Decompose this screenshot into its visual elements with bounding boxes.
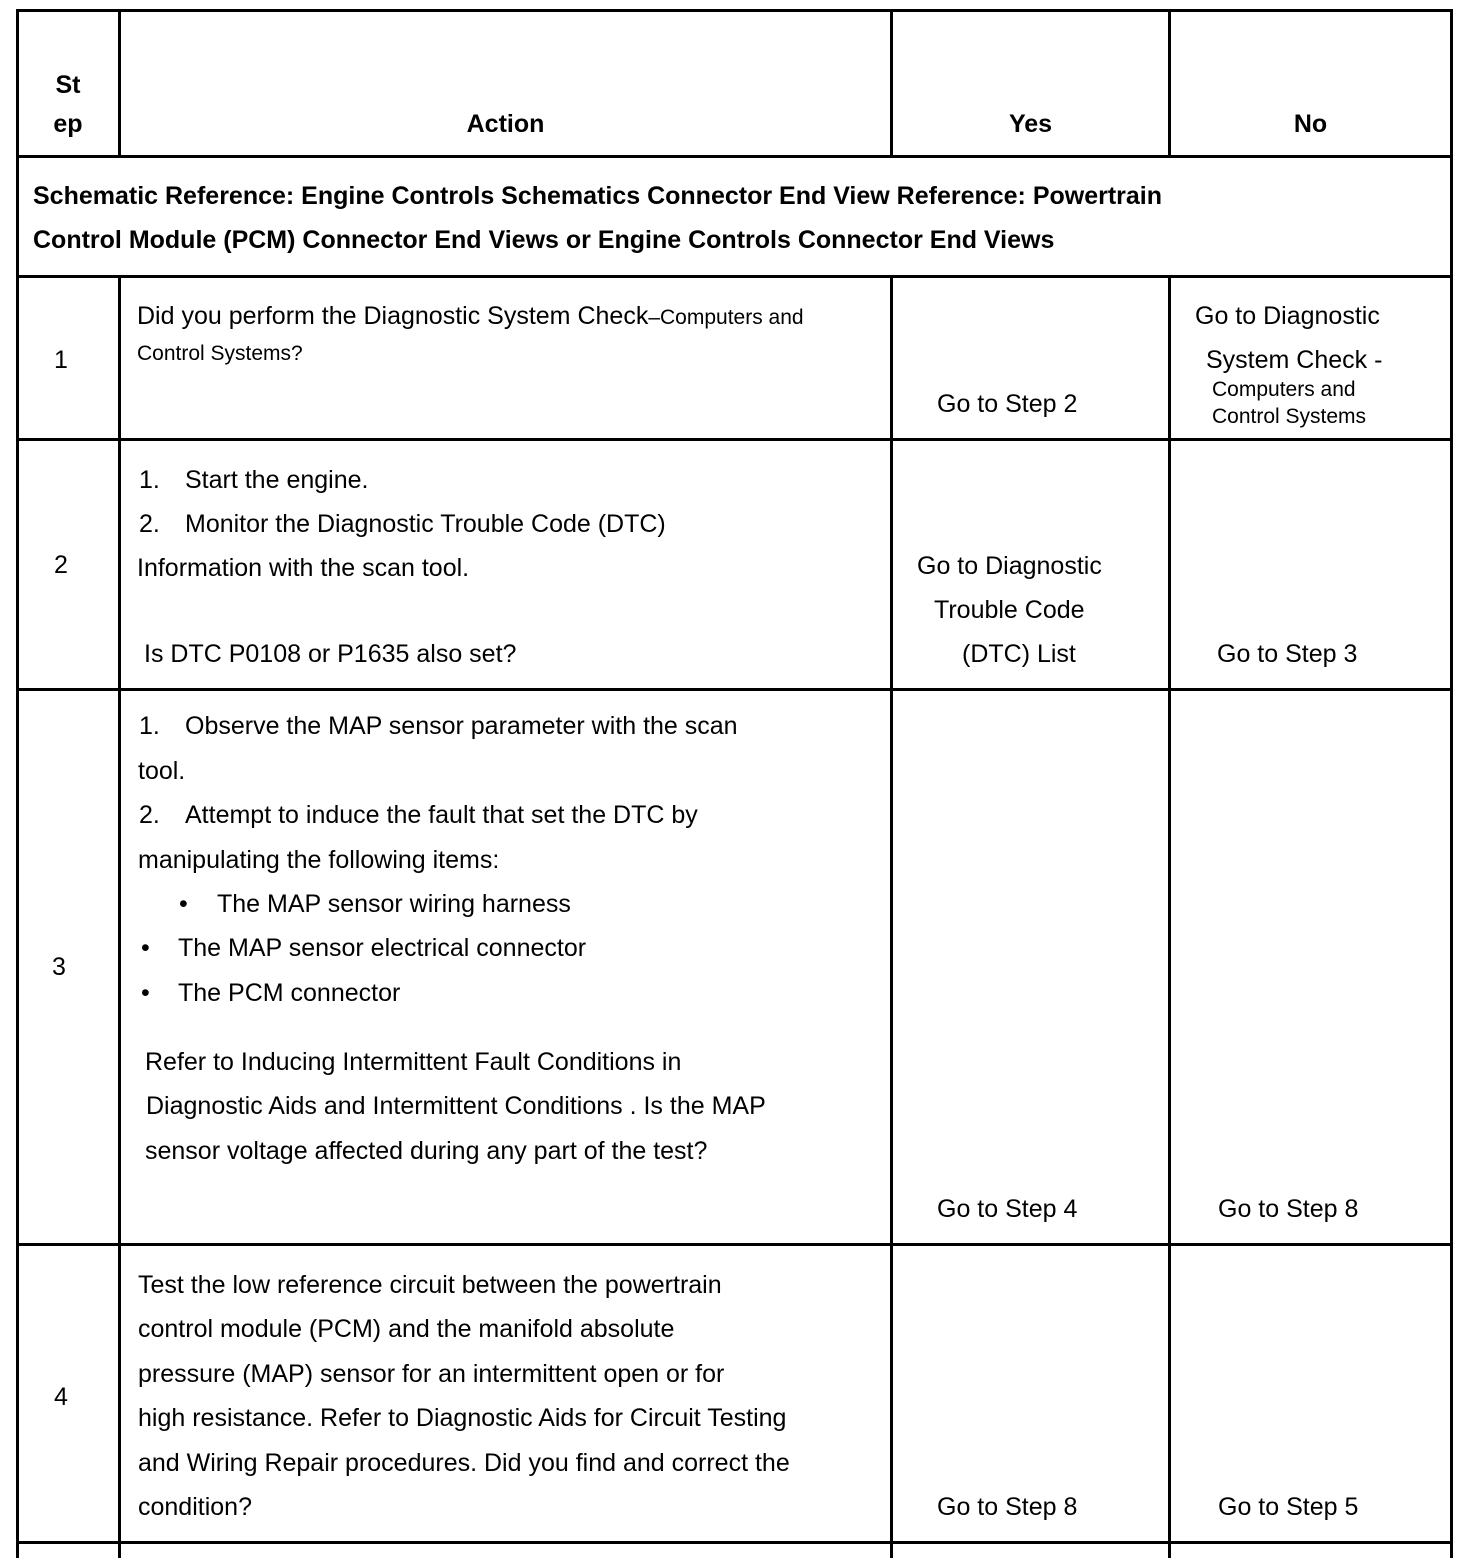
header-step-line2: ep [53,110,83,138]
action-text: Test the low reference circuit between the powertrain [138,1271,722,1299]
no-go-to-link-line3[interactable]: Computers and [1212,378,1356,401]
yes-go-to-link[interactable]: Go to Step 8 [937,1493,1078,1521]
col-divider-action-yes [890,277,893,1558]
col-divider-yes-no [1168,277,1171,1558]
yes-go-to-link-line2[interactable]: Trouble Code [934,596,1085,624]
action-list-number: 1. [139,466,160,494]
step-number: 4 [54,1383,68,1411]
action-text: high resistance. Refer to Diagnostic Aids for Circuit Testing [138,1404,787,1432]
bullet-item: The MAP sensor electrical connector [178,934,587,962]
action-question: Is DTC P0108 or P1635 also set? [144,640,517,668]
bullet-icon: • [179,890,188,918]
action-text-main: Did you perform the Diagnostic System Check [137,302,649,330]
bullet-item: The PCM connector [178,979,401,1007]
header-no: No [1293,110,1328,138]
action-text: and Wiring Repair procedures. Did you find and correct the [138,1449,790,1477]
table-border-left [16,9,19,1558]
header-yes: Yes [1008,110,1053,138]
action-text [137,301,804,331]
action-list-number: 1. [139,712,160,740]
row-1-bottom-rule [16,438,1453,441]
header-bottom-rule [16,155,1453,158]
header-step-line1: St [55,71,81,99]
row-4-bottom-rule [16,1541,1453,1544]
no-go-to-link[interactable]: Go to Step 5 [1218,1493,1359,1521]
action-text: condition? [138,1493,252,1521]
action-list-item: Start the engine. [185,466,369,494]
no-go-to-link[interactable]: Go to Step 8 [1218,1195,1359,1223]
header-action: Action [466,110,545,138]
yes-go-to-link[interactable]: Go to Step 2 [937,390,1078,418]
no-go-to-link[interactable]: Go to Step 3 [1217,640,1358,668]
table-border-top [16,9,1453,12]
action-text-cont: Control Systems? [137,342,303,365]
step-number: 2 [54,551,68,579]
action-list-number: 2. [139,801,160,829]
row-3-bottom-rule [16,1243,1453,1246]
action-list-item-cont: manipulating the following items: [138,846,500,874]
yes-go-to-link-line3[interactable]: (DTC) List [962,640,1076,668]
no-go-to-link-line4[interactable]: Control Systems [1212,405,1367,428]
step-number: 3 [52,953,66,981]
action-list-item-cont: Information with the scan tool. [137,554,470,582]
action-list-number: 2. [139,510,160,538]
action-list-item: Monitor the Diagnostic Trouble Code (DTC) [185,510,666,538]
no-go-to-link-line1[interactable]: Go to Diagnostic [1195,302,1380,330]
reference-bottom-rule [16,275,1453,278]
schematic-reference-line2: Control Module (PCM) Connector End Views or Engine Controls Connector End Views [33,226,1055,254]
schematic-reference-line1: Schematic Reference: Engine Controls Schematics Connector End View Reference: Powertrain [33,182,1163,210]
action-text: control module (PCM) and the manifold absolute [138,1315,675,1343]
action-list-item-cont: tool. [138,757,186,785]
bullet-icon: • [141,934,150,962]
no-go-to-link-line2[interactable]: System Check - [1206,346,1383,374]
action-list-item: Attempt to induce the fault that set the DTC by [185,801,698,829]
bullet-item: The MAP sensor wiring harness [217,890,571,918]
action-list-item: Observe the MAP sensor parameter with the scan [185,712,738,740]
yes-go-to-link[interactable]: Go to Step 4 [937,1195,1078,1223]
row-2-bottom-rule [16,688,1453,691]
action-text: pressure (MAP) sensor for an intermittent open or for [138,1360,725,1388]
action-note: sensor voltage affected during any part of the test? [145,1137,708,1165]
bullet-icon: • [141,979,150,1007]
col-divider-step-action [118,277,121,1558]
yes-go-to-link-line1[interactable]: Go to Diagnostic [917,552,1102,580]
action-note: Refer to Inducing Intermittent Fault Conditions in [145,1048,682,1076]
action-note: Diagnostic Aids and Intermittent Conditions . Is the MAP [146,1092,766,1120]
table-border-right [1450,9,1453,1558]
action-text-small: –Computers and [648,306,804,329]
step-number: 1 [54,346,68,374]
